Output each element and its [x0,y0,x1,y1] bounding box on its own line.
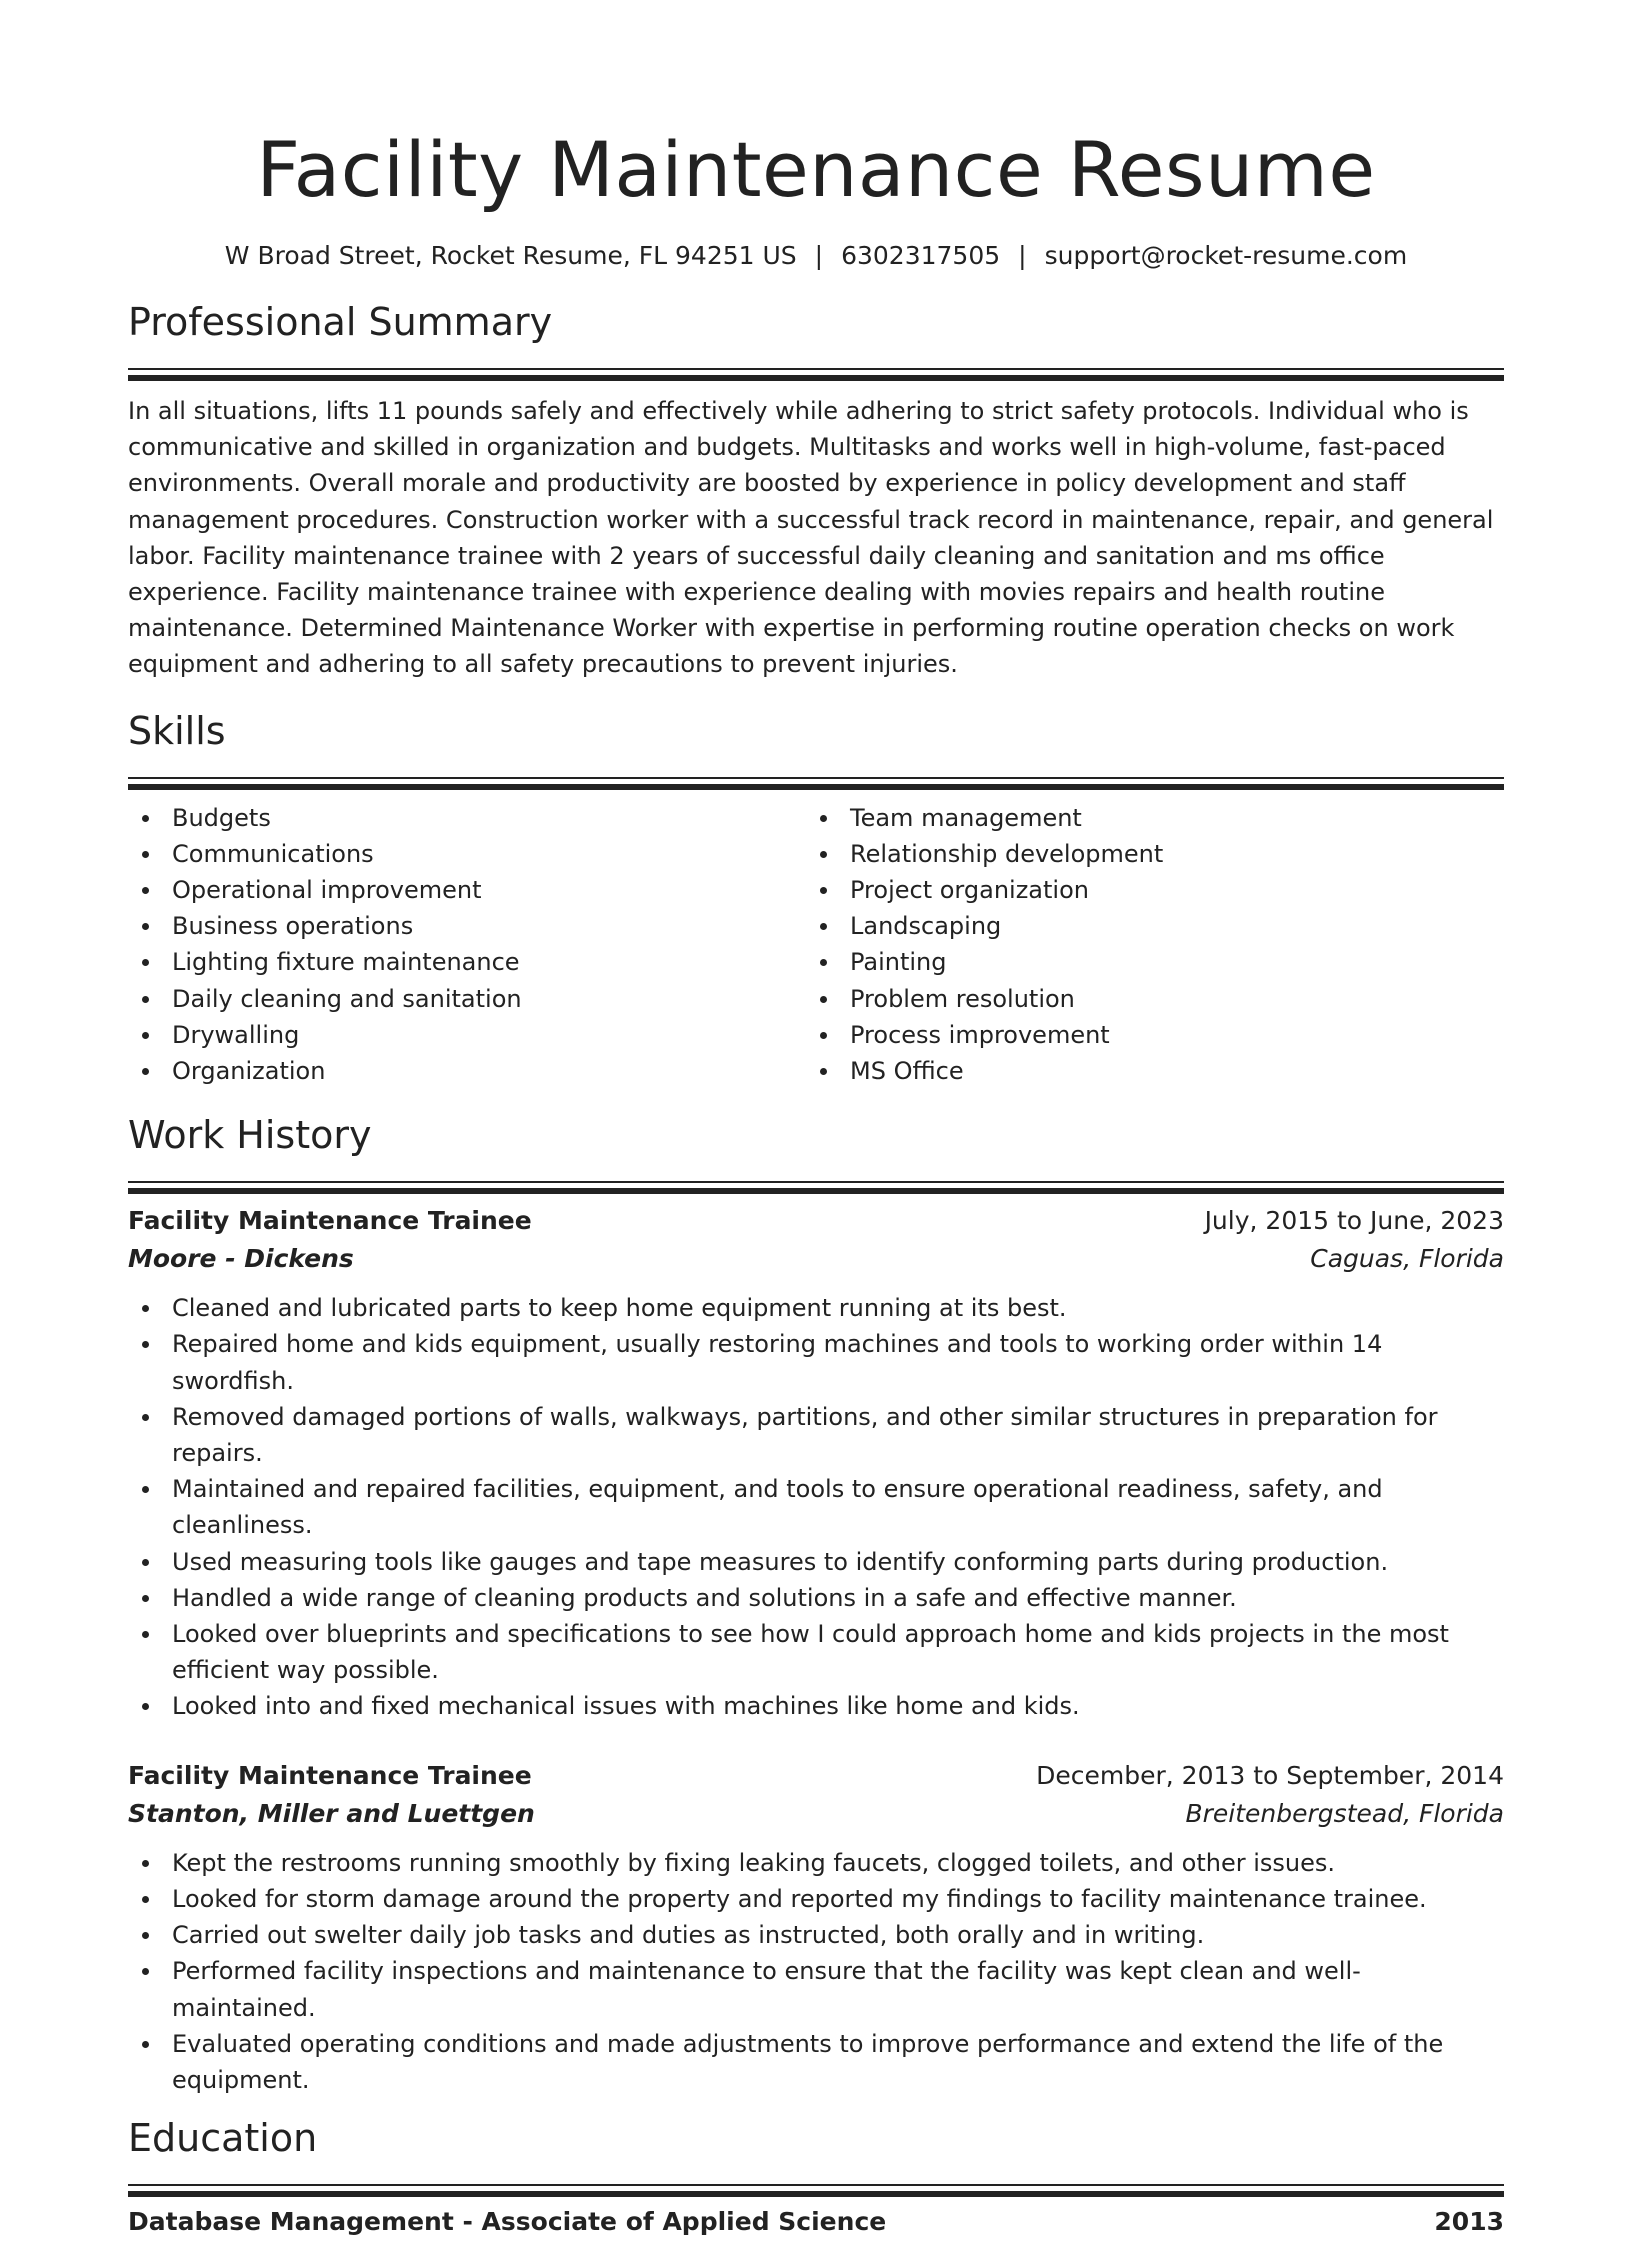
work-history-heading: Work History [128,1113,372,1158]
job-entry [128,1757,1504,2098]
job-title: Facility Maintenance Trainee [128,1206,532,1236]
job-duty: Used measuring tools like gauges and tape measures to identify conforming parts during production. [128,1544,1504,1580]
skill-item: Painting [806,944,1484,980]
job-duty: Removed damaged portions of walls, walkways, partitions, and other similar structures in preparation for repairs. [128,1399,1504,1471]
skill-item: Organization [128,1053,806,1089]
summary-section [128,298,1504,683]
job-company: Moore - Dickens [128,1244,354,1274]
job-duty: Kept the restrooms running smoothly by fixing leaking faucets, clogged toilets, and other issues. [128,1845,1504,1881]
resume-page [128,0,1504,2241]
work-history-section [128,1111,1504,2098]
skill-item: Team management [806,800,1484,836]
section-divider [128,368,1504,375]
contact-address: W Broad Street, Rocket Resume, FL 94251 US [224,241,797,270]
skill-item: MS Office [806,1053,1484,1089]
summary-heading: Professional Summary [128,300,553,344]
skill-item: Communications [128,836,806,872]
job-header [128,1202,1504,1240]
skill-item: Drywalling [128,1017,806,1053]
section-divider [128,777,1504,784]
skills-column-right [806,800,1484,1090]
skill-item: Operational improvement [128,872,806,908]
contact-line [128,238,1504,274]
skills-column-left [128,800,806,1090]
job-duty: Looked for storm damage around the property and reported my findings to facility maintenance trainee. [128,1881,1504,1917]
education-heading: Education [128,2116,318,2161]
resume-title: Facility Maintenance Resume [256,125,1376,214]
job-duties [128,1845,1504,2098]
skills-section [128,707,1504,1090]
job-duty: Cleaned and lubricated parts to keep home equipment running at its best. [128,1290,1504,1326]
summary-text: In all situations, lifts 11 pounds safely and effectively while adhering to strict safety protocols. Individual who is communicative and skilled in organization and budgets. Multitasks and works well in high-volume, fast-paced environments. Overall morale and productivity are boosted by experience in policy development and staff management procedures. Construction worker with a successful track record in maintenance, repair, and general labor. Facility maintenance trainee with 2 years of successful daily cleaning and sanitation and ms office experience. Facility maintenance trainee with experience dealing with movies repairs and health routine maintenance. Determined Maintenance Worker with expertise in performing routine operation checks on work equipment and adhering to all safety precautions to prevent injuries. [128,397,1494,679]
skills-list [128,800,1504,1090]
skill-item: Process improvement [806,1017,1484,1053]
skills-heading: Skills [128,708,226,753]
skill-item: Business operations [128,908,806,944]
job-header [128,1757,1504,1795]
education-section [128,2114,1504,2241]
job-subheader [128,1795,1504,1833]
contact-separator: | [814,241,824,270]
job-duty: Evaluated operating conditions and made adjustments to improve performance and extend the life of the equipment. [128,2026,1504,2098]
job-duty: Handled a wide range of cleaning products and solutions in a safe and effective manner. [128,1580,1504,1616]
job-dates: July, 2015 to June, 2023 [1204,1206,1504,1236]
job-duty: Looked into and fixed mechanical issues with machines like home and kids. [128,1688,1504,1724]
education-degree: Database Management - Associate of Applied Science [128,2207,887,2237]
section-divider [128,2184,1504,2191]
job-duty: Performed facility inspections and maintenance to ensure that the facility was kept clean and well-maintained. [128,1953,1504,2025]
contact-email: support@rocket-resume.com [1044,241,1408,270]
job-company: Stanton, Miller and Luettgen [128,1798,535,1828]
contact-phone: 6302317505 [841,241,1001,270]
skill-item: Relationship development [806,836,1484,872]
section-divider [128,1181,1504,1188]
job-duty: Looked over blueprints and specifications to see how I could approach home and kids projects in the most efficient way possible. [128,1616,1504,1688]
skill-item: Lighting fixture maintenance [128,944,806,980]
contact-separator: | [1018,241,1027,270]
job-title: Facility Maintenance Trainee [128,1760,532,1790]
skill-item: Project organization [806,872,1484,908]
job-duties [128,1290,1504,1724]
education-year: 2013 [1434,2207,1504,2237]
skill-item: Daily cleaning and sanitation [128,981,806,1017]
job-location: Breitenbergstead, Florida [1185,1798,1504,1828]
job-subheader [128,1240,1504,1278]
skill-item: Budgets [128,800,806,836]
job-duty: Repaired home and kids equipment, usually restoring machines and tools to working order within 14 swordfish. [128,1326,1504,1398]
job-location: Caguas, Florida [1310,1244,1504,1274]
job-duty: Carried out swelter daily job tasks and duties as instructed, both orally and in writing. [128,1917,1504,1953]
job-dates: December, 2013 to September, 2014 [1036,1760,1504,1790]
job-entry [128,1202,1504,1724]
skill-item: Problem resolution [806,981,1484,1017]
education-entry [128,2203,1504,2241]
skill-item: Landscaping [806,908,1484,944]
job-duty: Maintained and repaired facilities, equipment, and tools to ensure operational readiness, safety, and cleanliness. [128,1471,1504,1543]
